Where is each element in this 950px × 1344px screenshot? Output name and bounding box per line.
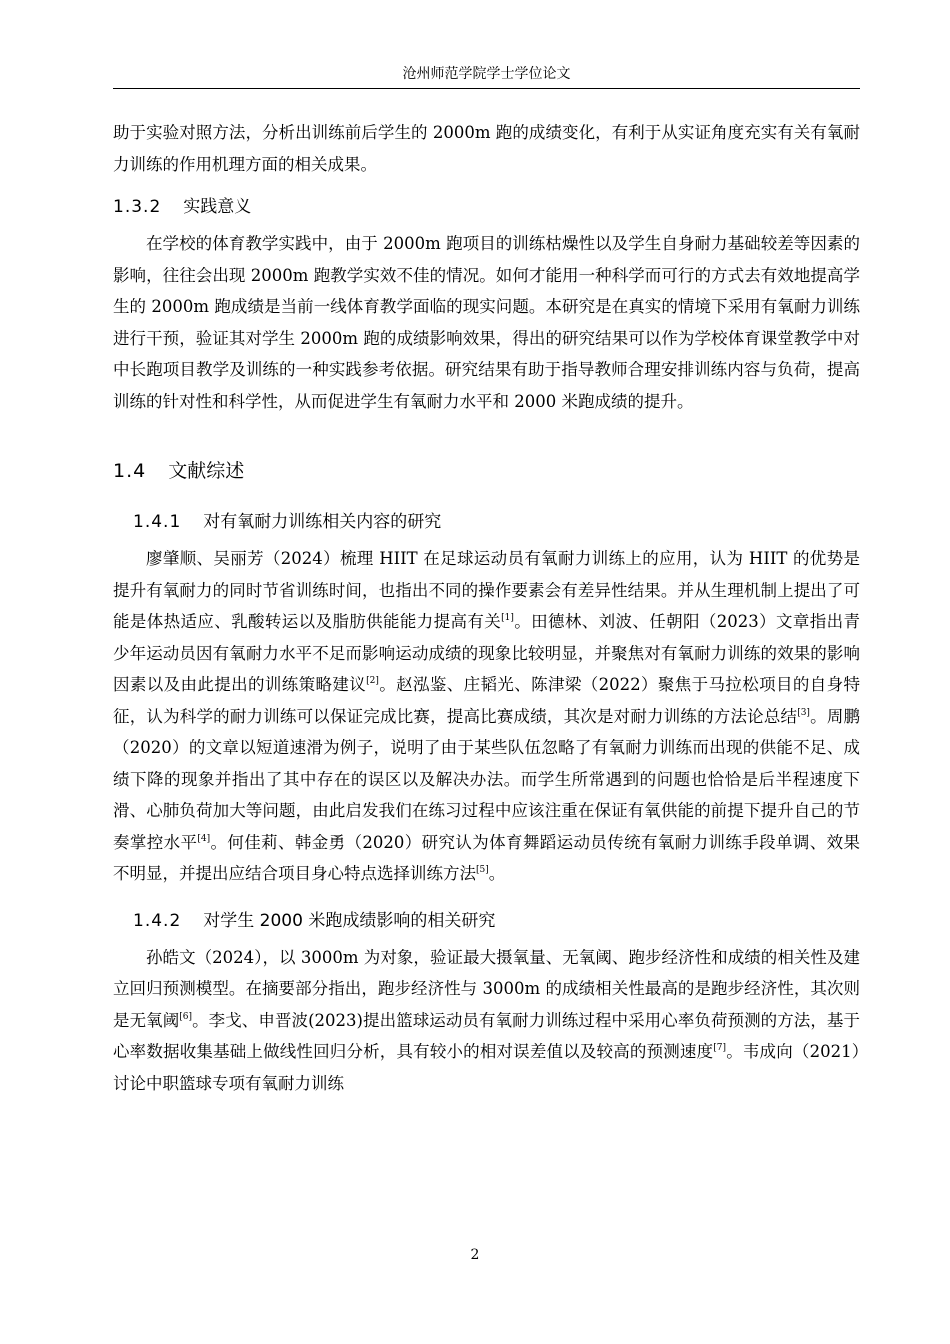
section-heading-1-3-2 bbox=[113, 194, 860, 220]
section-heading-1-4-2 bbox=[113, 908, 860, 934]
paragraph-aerobic-research: 廖肇顺、吴丽芳（2024）梳理 HIIT 在足球运动员有氧耐力训练上的应用，认为 HIIT 的优势是提升有氧耐力的同时节省训练时间，也指出不同的操作要素会有差异性结果。并从生理机制上提出了可能是体热适应、乳酸转运以及脂肪供能能力提高有关[1]。田德林、刘波、任朝阳（2023）文章指出青少年运动员因有氧耐力水平不足而影响运动成绩的现象比较明显，并聚焦对有氧耐力训练的效果的影响因素以及由此提出的训练策略建议[2]。赵泓鉴、庄韬光、陈津梁（2022）聚焦于马拉松项目的自身特征，认为科学的耐力训练可以保证完成比赛，提高比赛成绩，其次是对耐力训练的方法论总结[3]。周鹏（2020）的文章以短道速滑为例子，说明了由于某些队伍忽略了有氧耐力训练而出现的供能不足、成绩下降的现象并指出了其中存在的误区以及解决办法。而学生所常遇到的问题也恰恰是后半程速度下滑、心肺负荷加大等问题，由此启发我们在练习过程中应该注重在保证有氧供能的前提下提升自己的节奏掌控水平[4]。何佳莉、韩金勇（2020）研究认为体育舞蹈运动员传统有氧耐力训练手段单调、效果不明显，并提出应结合项目身心特点选择训练方法[5]。 bbox=[113, 549, 860, 883]
section-heading-1-4-1 bbox=[113, 509, 860, 535]
citation-ref: [1] bbox=[501, 613, 514, 623]
section-title: 对有氧耐力训练相关内容的研究 bbox=[203, 512, 442, 532]
citation-ref: [2] bbox=[366, 676, 379, 686]
paragraph-practical-significance: 在学校的体育教学实践中，由于 2000m 跑项目的训练枯燥性以及学生自身耐力基础较差等因素的影响，往往会出现 2000m 跑教学实效不佳的情况。如何才能用一种科学而可行的方式去有效地提高学生的 2000m 跑成绩是当前一线体育教学面临的现实问题。本研究是在真实的情境下采用有氧耐力训练进行干预，验证其对学生 2000m 跑的成绩影响效果，得出的研究结果可以作为学校体育课堂教学中对中长跑项目教学及训练的一种实践参考依据。研究结果有助于指导教师合理安排训练内容与负荷，提高训练的针对性和科学性，从而促进学生有氧耐力水平和 2000 米跑成绩的提升。 bbox=[113, 234, 860, 411]
citation-ref: [6] bbox=[179, 1011, 193, 1022]
page-number: 2 bbox=[470, 1247, 480, 1263]
paragraph-intro-continued: 助于实验对照方法，分析出训练前后学生的 2000m 跑的成绩变化，有利于从实证角度充实有关有氧耐力训练的作用机理方面的相关成果。 bbox=[113, 123, 860, 174]
section-title: 文献综述 bbox=[168, 460, 245, 482]
running-header: 沧州师范学院学士学位论文 bbox=[402, 66, 571, 82]
section-title: 实践意义 bbox=[183, 197, 252, 217]
section-title: 对学生 2000 米跑成绩影响的相关研究 bbox=[203, 910, 496, 931]
section-heading-1-4 bbox=[113, 457, 860, 485]
paragraph-2000m-research: 孙皓文（2024），以 3000m 为对象，验证最大摄氧量、无氧阈、跑步经济性和成绩的相关性及建立回归预测模型。在摘要部分指出，跑步经济性与 3000m 的成绩相关性最高的是跑步经济性，其次则是无氧阈[6]。李戈、申晋波(2023)提出篮球运动员有氧耐力训练过程中采用心率负荷预测的方法，基于心率数据收集基础上做线性回归分析，具有较小的相对误差值以及较高的预测速度[7]。韦成向（2021）讨论中职篮球专项有氧耐力训练 bbox=[113, 947, 860, 1093]
section-number: 1.4 bbox=[113, 460, 147, 482]
section-number: 1.4.2 bbox=[133, 910, 182, 931]
section-number: 1.3.2 bbox=[113, 197, 162, 217]
citation-ref: [7] bbox=[713, 1043, 727, 1053]
citation-ref: [3] bbox=[797, 707, 810, 718]
section-number: 1.4.1 bbox=[133, 512, 182, 532]
header-rule bbox=[113, 88, 860, 89]
citation-ref: [4] bbox=[197, 833, 211, 844]
page-body bbox=[113, 117, 860, 1099]
citation-ref: [5] bbox=[476, 865, 489, 875]
